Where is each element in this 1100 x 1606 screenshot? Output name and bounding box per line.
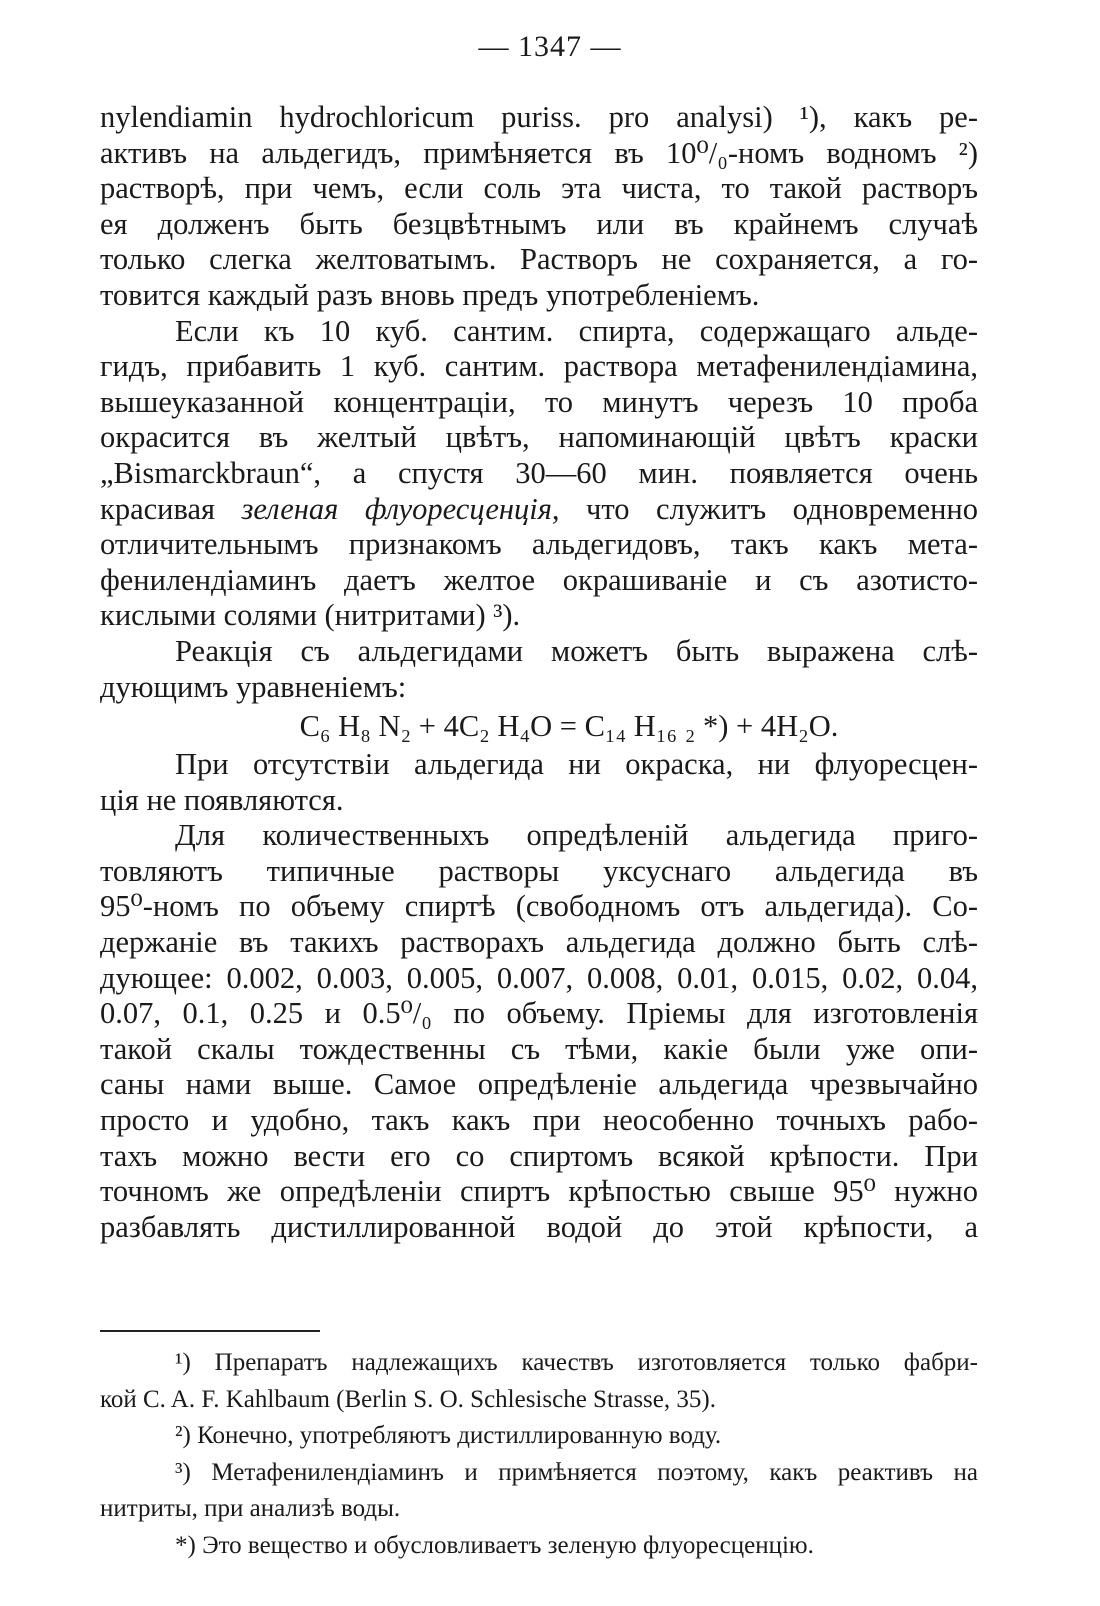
text-fragment: что служитъ одновременно — [559, 491, 978, 526]
text-line: При отсутствіи альдегида ни окраска, ни флуоресцен- — [175, 747, 978, 782]
footnote-separator — [100, 1330, 320, 1332]
text-line: гидъ, прибавить 1 куб. сантим. раствора метафенилендіамина, — [100, 349, 978, 384]
text-line-with-italic — [100, 492, 978, 528]
text-line: дующее: 0.002, 0.003, 0.005, 0.007, 0.008, 0.01, 0.015, 0.02, 0.04, — [100, 960, 978, 995]
main-text — [100, 100, 978, 1245]
text-line: фенилендіаминъ даетъ желтое окрашиваніе и съ азотисто- — [100, 562, 978, 597]
text-line: дующимъ уравненіемъ: — [100, 669, 407, 704]
text-line: точномъ же опредѣленіи спиртъ крѣпостью свыше 95⁰ нужно — [100, 1174, 978, 1209]
text-line: растворѣ, при чемъ, если соль эта чиста, то такой растворъ — [100, 171, 978, 206]
text-line: только слегка желтоватымъ. Растворъ не сохраняется, а го- — [100, 242, 978, 277]
text-line: Если къ 10 куб. сантим. спирта, содержащаго альде- — [175, 313, 978, 348]
text-line: отличительнымъ признакомъ альдегидовъ, такъ какъ мета- — [100, 527, 978, 562]
italic-phrase: зеленая флуоресценція, — [241, 491, 560, 526]
text-line: тахъ можно вести его со спиртомъ всякой крѣпости. При — [100, 1138, 978, 1173]
text-line: Реакція съ альдегидами можетъ быть выражена слѣ- — [175, 633, 978, 668]
text-line: разбавлять дистиллированной водой до этой крѣпости, а — [100, 1209, 978, 1244]
footnote-line: ¹) Препаратъ надлежащихъ качествъ изготовляется только фабри- — [175, 1349, 978, 1376]
text-line: nylendiamin hydrochloricum puriss. pro analysi) ¹), какъ ре- — [100, 100, 978, 134]
text-line: окрасится въ желтый цвѣтъ, напоминающій цвѣтъ краски — [100, 420, 978, 455]
footnote-line: *) Это вещество и обусловливаетъ зеленую флуоресценцію. — [175, 1531, 814, 1559]
text-fragment: красивая — [100, 491, 242, 526]
footnotes — [100, 1345, 978, 1564]
text-line: держаніе въ такихъ растворахъ альдегида должно быть слѣ- — [100, 925, 978, 960]
page-number: — 1347 — — [478, 30, 622, 63]
text-line: 95⁰-номъ по объему спиртѣ (свободномъ отъ альдегида). Со- — [100, 889, 978, 924]
text-line: Для количественныхъ опредѣленій альдегида приго- — [175, 818, 978, 853]
text-line: товляютъ типичные растворы уксуснаго альдегида въ — [100, 853, 978, 888]
footnote-line: кой C. A. F. Kahlbaum (Berlin S. O. Schlesische Strasse, 35). — [100, 1385, 716, 1413]
text-line: саны нами выше. Самое опредѣленіе альдегида чрезвычайно — [100, 1067, 978, 1102]
text-line: ція не появляются. — [100, 782, 344, 817]
text-line: активъ на альдегидъ, примѣняется въ 10⁰/₀-номъ водномъ ²) — [100, 135, 978, 170]
chemical-equation: C₆ H₈ N₂ + 4C₂ H₄O = C₁₄ H₁₆ ₂ *) + 4H₂O. — [299, 709, 839, 744]
text-line: „Bismarckbraun“, а спустя 30—60 мин. появляется очень — [100, 455, 978, 490]
text-line: вышеуказанной концентраціи, то минутъ черезъ 10 проба — [100, 384, 978, 419]
text-line: такой скалы тождественны съ тѣми, какіе были уже опи- — [100, 1031, 978, 1066]
text-line: кислыми солями (нитритами) ³). — [100, 598, 521, 633]
footnote-line: нитриты, при анализѣ воды. — [100, 1495, 401, 1522]
text-line: 0.07, 0.1, 0.25 и 0.5⁰/₀ по объему. Пріемы для изготовленія — [100, 996, 978, 1031]
footnote-line: ²) Конечно, употребляютъ дистиллированную воду. — [175, 1422, 722, 1449]
text-line: просто и удобно, такъ какъ при неособенно точныхъ рабо- — [100, 1103, 978, 1138]
footnote-line: ³) Метафенилендіаминъ и примѣняется поэтому, какъ реактивъ на — [175, 1458, 978, 1486]
text-line: ея долженъ быть безцвѣтнымъ или въ крайнемъ случаѣ — [100, 206, 978, 241]
text-line: товится каждый разъ вновь предъ употребленіемъ. — [100, 277, 760, 312]
